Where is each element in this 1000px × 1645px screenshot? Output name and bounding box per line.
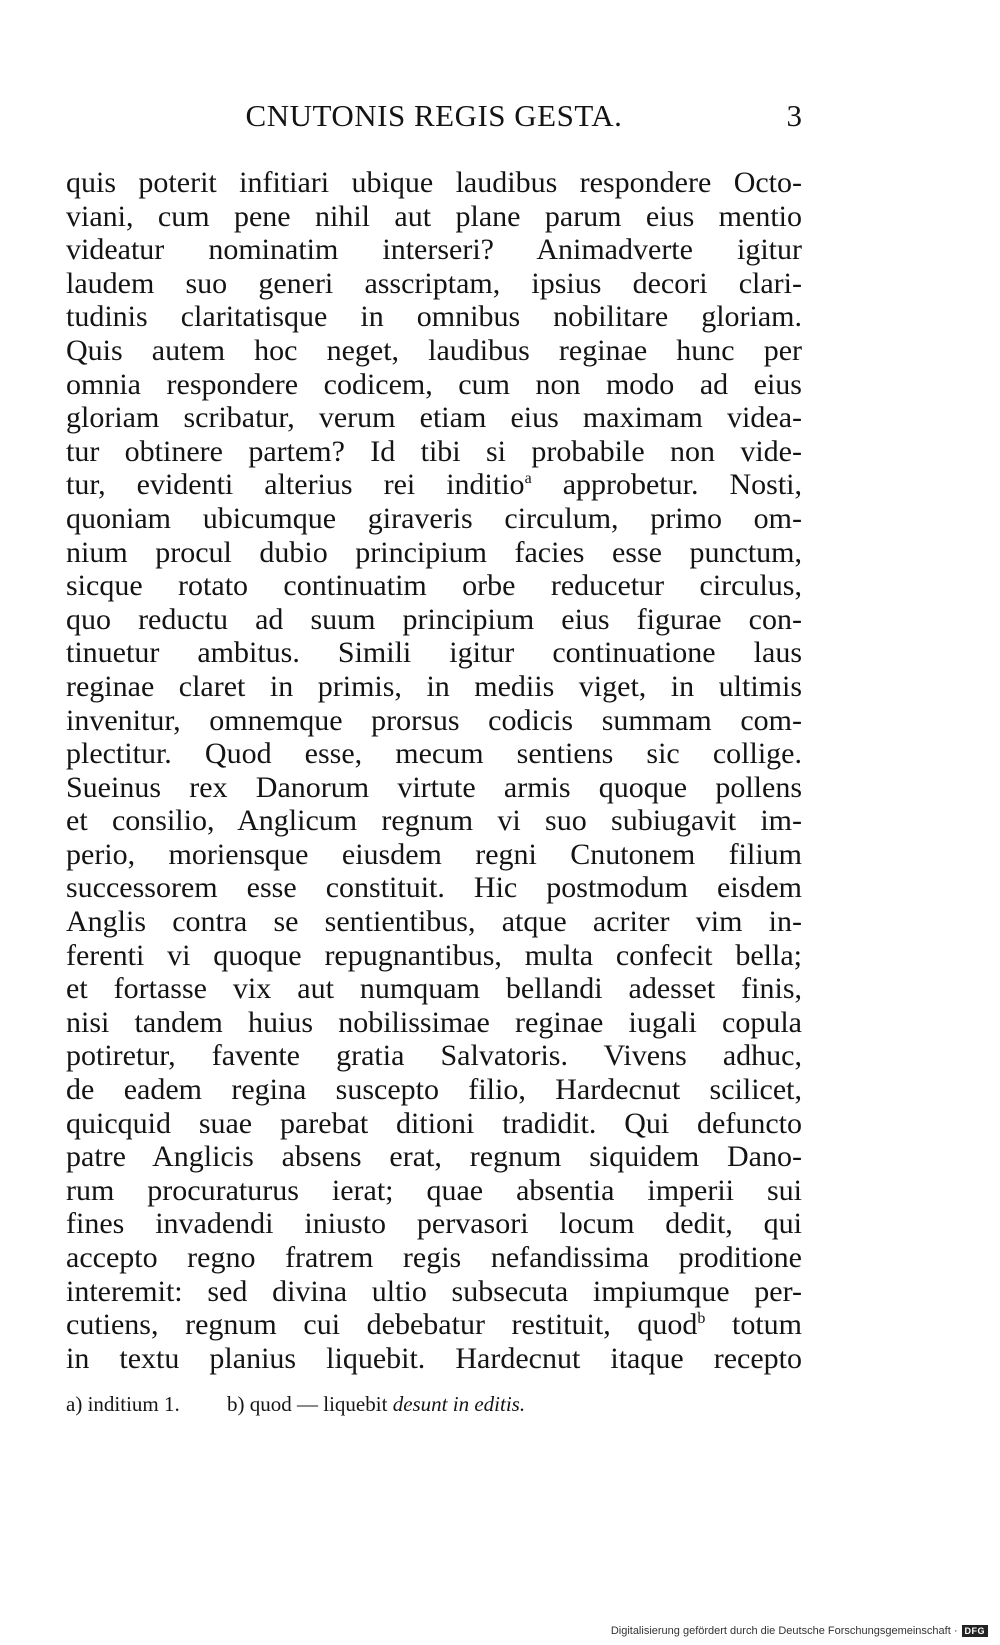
text-line-22: successorem esse constituit. Hic postmodum eisdem bbox=[66, 871, 802, 905]
text-line-19: Sueinus rex Danorum virtute armis quoque pollens bbox=[66, 770, 802, 804]
body-text bbox=[66, 166, 802, 1375]
footnotes bbox=[66, 1392, 802, 1417]
footnote-marker-b: b bbox=[697, 1310, 706, 1328]
footnote-b-italic: desunt in editis. bbox=[392, 1392, 526, 1416]
text-line-35-end: totum bbox=[732, 1308, 802, 1342]
text-line-1: quis poterit infitiari ubique laudibus respondere Octo- bbox=[66, 166, 802, 199]
text-line-10-end: approbetur. Nosti, bbox=[562, 468, 802, 502]
footnote-b-text: quod — liquebit bbox=[249, 1392, 388, 1416]
footnote-a bbox=[66, 1392, 180, 1417]
text-line-26: nisi tandem huius nobilissimae reginae iugali copula bbox=[66, 1005, 802, 1039]
text-line-33: accepto regno fratrem regis nefandissima proditione bbox=[66, 1241, 802, 1274]
text-line-11: quoniam ubicumque giraveris circulum, primo om- bbox=[66, 501, 802, 535]
text-line-10-start: tur, evidenti alterius rei inditio bbox=[66, 468, 525, 502]
footnote-b bbox=[227, 1392, 525, 1417]
text-line-28: de eadem regina suscepto filio, Hardecnut scilicet, bbox=[66, 1073, 802, 1107]
page-number: 3 bbox=[786, 98, 802, 133]
text-line-23: Anglis contra se sentientibus, atque acriter vim in- bbox=[66, 905, 802, 939]
text-line-13: sicque rotato continuatim orbe reducetur circulus, bbox=[66, 569, 802, 603]
text-line-21: perio, moriensque eiusdem regni Cnutonem filium bbox=[66, 837, 802, 871]
page-header bbox=[66, 98, 802, 138]
text-line-10 bbox=[66, 468, 802, 502]
text-line-30: patre Anglicis absens erat, regnum siquidem Dano- bbox=[66, 1140, 802, 1174]
text-line-36: in textu planius liquebit. Hardecnut itaque recepto bbox=[66, 1341, 802, 1375]
digitization-credit bbox=[611, 1625, 988, 1637]
text-line-12: nium procul dubio principium facies esse punctum, bbox=[66, 535, 802, 569]
text-line-29: quicquid suae parebat ditioni tradidit. Qui defuncto bbox=[66, 1106, 802, 1140]
text-line-9: tur obtinere partem? Id tibi si probabile non vide- bbox=[66, 434, 802, 468]
text-line-25: et fortasse vix aut numquam bellandi adesset finis, bbox=[66, 972, 802, 1006]
text-line-16: reginae claret in primis, in mediis viget, in ultimis bbox=[66, 669, 802, 703]
footnote-a-text: inditium 1. bbox=[87, 1392, 180, 1416]
footnote-b-label: b) bbox=[227, 1392, 245, 1416]
text-line-7: omnia respondere codicem, cum non modo ad eius bbox=[66, 367, 802, 401]
footnote-a-label: a) bbox=[66, 1392, 83, 1416]
footnote-marker-a: a bbox=[524, 470, 532, 488]
text-line-5: tudinis claritatisque in omnibus nobilitare gloriam. bbox=[66, 300, 802, 334]
text-line-17: invenitur, omnemque prorsus codicis summam com- bbox=[66, 703, 802, 737]
text-line-6: Quis autem hoc neget, laudibus reginae hunc per bbox=[66, 333, 802, 367]
credit-text: Digitalisierung gefördert durch die Deutsche Forschungsgemeinschaft · bbox=[610, 1625, 958, 1637]
text-line-20: et consilio, Anglicum regnum vi suo subiugavit im- bbox=[66, 804, 802, 838]
dfg-logo: DFG bbox=[962, 1625, 989, 1637]
text-line-31: rum procuraturus ierat; quae absentia imperii sui bbox=[66, 1173, 802, 1207]
text-line-24: ferenti vi quoque repugnantibus, multa confecit bella; bbox=[66, 938, 802, 972]
text-line-15: tinuetur ambitus. Simili igitur continuatione laus bbox=[66, 636, 802, 670]
text-line-4: laudem suo generi asscriptam, ipsius decori clari- bbox=[66, 266, 802, 300]
text-line-8: gloriam scribatur, verum etiam eius maximam videa- bbox=[66, 401, 802, 435]
text-line-35-start: cutiens, regnum cui debebatur restituit, quod bbox=[66, 1308, 698, 1342]
running-head: CNUTONIS REGIS GESTA. bbox=[245, 98, 623, 133]
text-line-3: videatur nominatim interseri? Animadverte igitur bbox=[66, 233, 802, 267]
text-line-18: plectitur. Quod esse, mecum sentiens sic collige. bbox=[66, 737, 802, 771]
text-line-35 bbox=[66, 1308, 802, 1342]
text-line-32: fines invadendi iniusto pervasori locum dedit, qui bbox=[66, 1207, 802, 1241]
text-line-34: interemit: sed divina ultio subsecuta impiumque per- bbox=[66, 1274, 802, 1308]
text-line-27: potiretur, favente gratia Salvatoris. Vivens adhuc, bbox=[66, 1039, 802, 1073]
text-line-2: viani, cum pene nihil aut plane parum eius mentio bbox=[66, 199, 802, 233]
text-line-14: quo reductu ad suum principium eius figurae con- bbox=[66, 602, 802, 636]
